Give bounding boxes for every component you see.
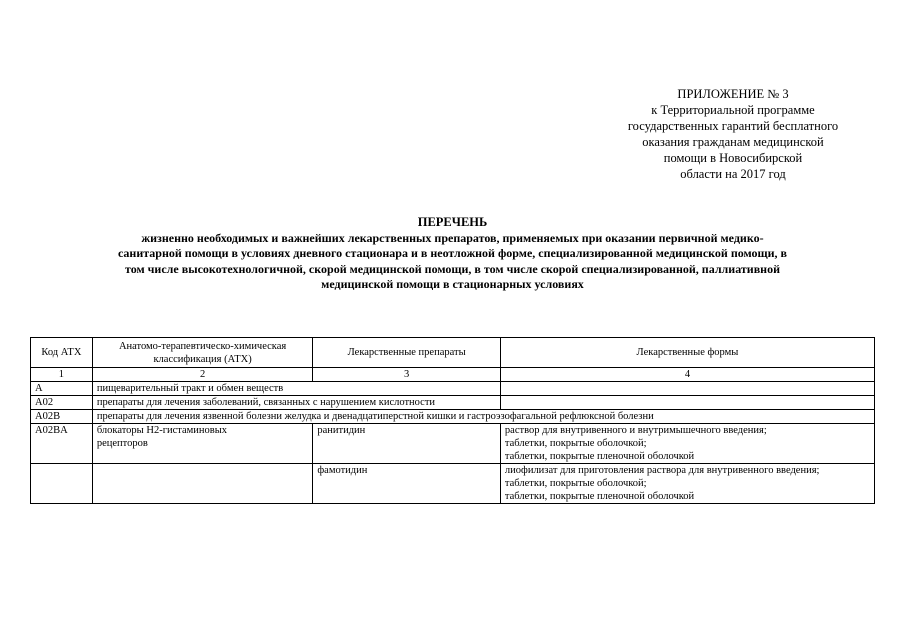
atx-classification: пищеварительный тракт и обмен веществ — [92, 382, 500, 396]
appendix-line: оказания гражданам медицинской — [642, 135, 824, 149]
header-drugs: Лекарственные препараты — [313, 338, 501, 368]
appendix-line: области на 2017 год — [680, 167, 786, 181]
atx-code: A02 — [31, 396, 93, 410]
column-number: 2 — [92, 368, 313, 382]
atx-code: A02B — [31, 410, 93, 424]
column-number: 3 — [313, 368, 501, 382]
appendix-line: государственных гарантий бесплатного — [627, 119, 839, 133]
document-subtitle-line: медицинской помощи в стационарных условиях — [321, 277, 584, 291]
column-number: 4 — [500, 368, 874, 382]
header-code: Код АТХ — [31, 338, 93, 368]
medicines-table — [30, 337, 875, 504]
table-row — [31, 410, 875, 424]
empty-cell — [500, 396, 874, 410]
dosage-form: таблетки, покрытые оболочкой; — [504, 478, 647, 489]
dosage-form: раствор для внутривенного и внутримышечного введения; — [504, 425, 767, 436]
document-subtitle-line: жизненно необходимых и важнейших лекарственных препаратов, применяемых при оказании первичной медико- — [141, 230, 764, 245]
dosage-form: таблетки, покрытые пленочной оболочкой — [504, 491, 695, 502]
atx-code — [31, 464, 93, 504]
atx-classification — [92, 424, 313, 464]
atx-classification-text: блокаторы Н2-гистаминовых рецепторов — [96, 425, 228, 449]
dosage-form: лиофилизат для приготовления раствора для внутривенного введения; — [504, 465, 820, 476]
column-number: 1 — [31, 368, 93, 382]
atx-code: A — [31, 382, 93, 396]
drug-name: ранитидин — [313, 424, 501, 464]
appendix-header — [598, 86, 868, 182]
header-forms: Лекарственные формы — [500, 338, 874, 368]
drug-name: фамотидин — [313, 464, 501, 504]
document-subtitle-line: санитарной помощи в условиях дневного стационара и в неотложной форме, специализированной медицинской помощи, в — [117, 246, 788, 260]
atx-classification — [92, 396, 500, 410]
document-subtitle-line: том числе высокотехнологичной, скорой медицинской помощи, в том числе скорой специализированной, паллиативной — [124, 261, 780, 276]
table-row — [31, 464, 875, 504]
table-row — [31, 382, 875, 396]
document-title: ПЕРЕЧЕНЬ — [417, 215, 488, 229]
column-number-row — [31, 368, 875, 382]
dosage-form: таблетки, покрытые оболочкой; — [504, 438, 647, 449]
atx-classification — [92, 464, 313, 504]
table-row — [31, 396, 875, 410]
dosage-forms — [500, 464, 874, 504]
dosage-forms — [500, 424, 874, 464]
header-classification: Анатомо-терапевтическо-химическая классификация (АТХ) — [92, 338, 313, 368]
atx-classification: препараты для лечения язвенной болезни желудка и двенадцатиперстной кишки и гастроэзофагальной рефлюксной болезни — [92, 410, 874, 424]
atx-classification-text: препараты для лечения заболеваний, связанных с нарушением кислотности — [96, 397, 436, 408]
appendix-line: к Территориальной программе — [651, 103, 815, 117]
atx-code: A02BA — [31, 424, 93, 464]
document-title-block — [30, 215, 875, 293]
table-row — [31, 424, 875, 464]
empty-cell — [500, 382, 874, 396]
table-header-row — [31, 338, 875, 368]
appendix-line: помощи в Новосибирской — [663, 151, 803, 165]
appendix-title: ПРИЛОЖЕНИЕ № 3 — [677, 87, 789, 101]
dosage-form: таблетки, покрытые пленочной оболочкой — [504, 451, 695, 462]
